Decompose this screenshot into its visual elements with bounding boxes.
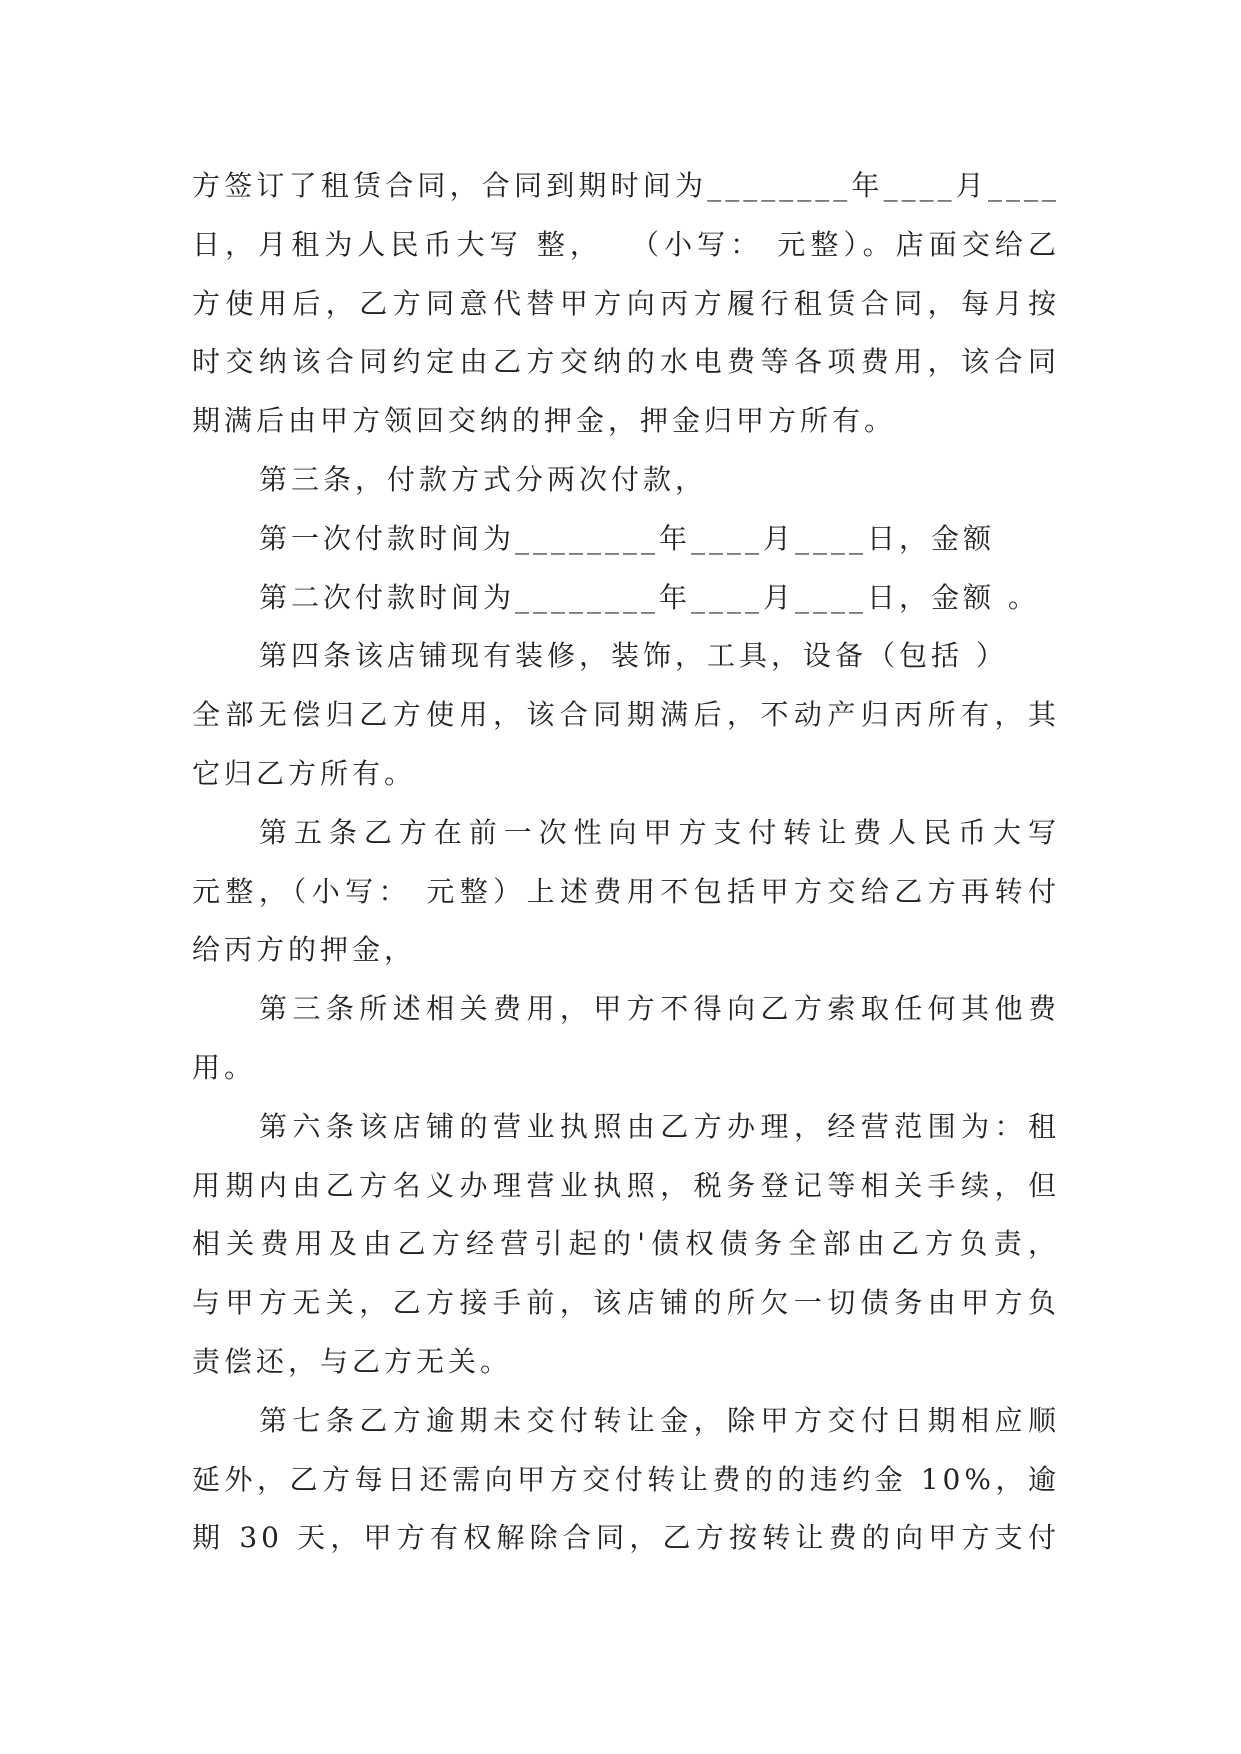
text-line: 方使用后，乙方同意代替甲方向丙方履行租赁合同，每月按 [192, 286, 1060, 320]
text-line: 方签订了租赁合同，合同到期时间为________年____月____ [192, 169, 1060, 202]
text-line: 给丙方的押金， [192, 933, 417, 967]
payment-line-second: 第二次付款时间为________年____月____日，金额 。 [259, 580, 1040, 614]
text-line: 相关费用及由乙方经营引起的'债权债务全部由乙方负责， [192, 1227, 1060, 1261]
text-line: 延外，乙方每日还需向甲方交付转让费的的违约金 10%，逾 [192, 1462, 1060, 1496]
text-line: 责偿还，与乙方无关。 [192, 1344, 513, 1378]
text-line: 时交纳该合同约定由乙方交纳的水电费等各项费用，该合同 [192, 345, 1060, 379]
contract-body-text [192, 157, 1060, 1568]
clause-heading-line: 第五条乙方在前一次性向甲方支付转让费人民币大写 [259, 815, 1060, 849]
text-line: 元整，（小写： 元整）上述费用不包括甲方交给乙方再转付 [192, 874, 1060, 908]
clause-heading-line: 第三条，付款方式分两次付款， [259, 462, 708, 496]
text-line: 它归乙方所有。 [192, 756, 417, 790]
text-line: 与甲方无关，乙方接手前，该店铺的所欠一切债务由甲方负 [192, 1286, 1060, 1320]
payment-line-first: 第一次付款时间为________年____月____日，金额 [259, 521, 996, 555]
clause-heading-line: 第七条乙方逾期未交付转让金，除甲方交付日期相应顺 [259, 1403, 1060, 1437]
text-line: 第三条所述相关费用，甲方不得向乙方索取任何其他费 [259, 992, 1060, 1026]
text-line: 全部无偿归乙方使用，该合同期满后，不动产归丙所有，其 [192, 698, 1060, 732]
clause-heading-line: 第四条该店铺现有装修，装饰，工具，设备（包括 ） [259, 639, 1008, 673]
text-line: 期满后由甲方领回交纳的押金，押金归甲方所有。 [192, 404, 897, 438]
text-line: 期 30 天，甲方有权解除合同，乙方按转让费的向甲方支付 [192, 1521, 1060, 1555]
text-line: 用期内由乙方名义办理营业执照，税务登记等相关手续，但 [192, 1168, 1060, 1202]
text-line: 用。 [192, 1050, 257, 1084]
clause-heading-line: 第六条该店铺的营业执照由乙方办理，经营范围为：租 [259, 1109, 1060, 1143]
text-line: 日，月租为人民币大写 整， （小写： 元整）。店面交给乙 [192, 227, 1060, 261]
